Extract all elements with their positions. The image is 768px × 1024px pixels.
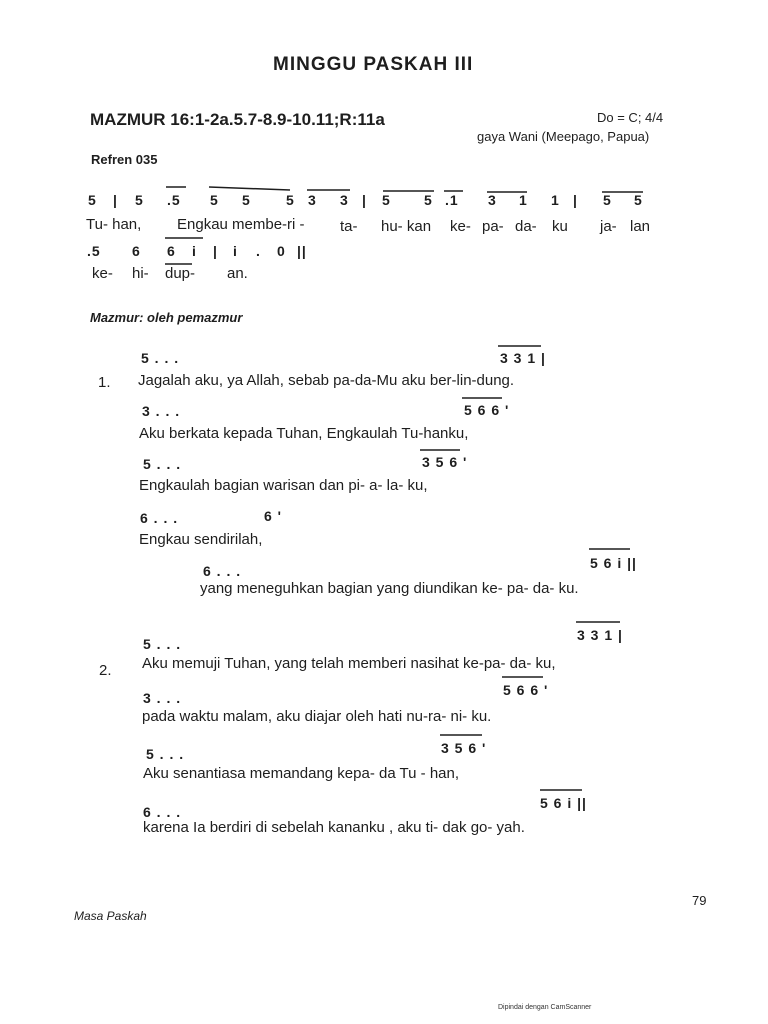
barline: | (113, 192, 118, 208)
lyric-syllable: ke- (92, 265, 113, 282)
verse-text: yang meneguhkan bagian yang diundikan ke- pa- da- ku. (200, 580, 579, 597)
note: .1 (445, 192, 459, 208)
recitation-tone: 6 . . . (203, 563, 242, 579)
verse-text: Jagalah aku, ya Allah, sebab pa-da-Mu aku ber-lin-dung. (138, 372, 515, 389)
note: 5 (88, 192, 97, 208)
recitation-tone: 3 . . . (143, 690, 182, 706)
note: 5 (286, 192, 295, 208)
cadence-notes: 6 ' (264, 508, 283, 524)
cadence-notes: 5 6 6 ' (503, 682, 549, 698)
psalm-reference: MAZMUR 16:1-2a.5.7-8.9-10.11;R:11a (90, 110, 385, 129)
lyric-syllable: hu- kan (381, 218, 432, 235)
note: 1 (519, 192, 528, 208)
lyric-syllable: an. (227, 265, 248, 282)
verse-text: Aku berkata kepada Tuhan, Engkaulah Tu-hanku, (139, 425, 469, 442)
note: .5 (87, 243, 101, 259)
note: 5 (382, 192, 391, 208)
lyric-syllable: ku (552, 218, 568, 235)
lyric-syllable: Engkau membe-ri - (177, 216, 305, 233)
note: i (233, 243, 238, 259)
lyric-syllable: pa- (482, 218, 504, 235)
lyric-syllable: da- (515, 218, 537, 235)
recitation-tone: 5 . . . (143, 456, 182, 472)
double-barline: || (297, 243, 307, 259)
verse-text: pada waktu malam, aku diajar oleh hati nu-ra- ni- ku. (142, 708, 492, 725)
note: 3 (488, 192, 497, 208)
recitation-tone: 3 . . . (142, 403, 181, 419)
style-note: gaya Wani (Meepago, Papua) (477, 129, 650, 144)
cadence-notes: 3 5 6 ' (441, 740, 487, 756)
verse-text: Aku memuji Tuhan, yang telah memberi nasihat ke-pa- da- ku, (142, 655, 556, 672)
recitation-tone: 5 . . . (141, 350, 180, 366)
note: 6 (167, 243, 176, 259)
verse-number: 2. (99, 662, 112, 679)
note: .5 (167, 192, 181, 208)
lyric-syllable: dup- (165, 265, 196, 282)
lyric-syllable: Tu- han, (86, 216, 142, 233)
verse-text: Aku senantiasa memandang kepa- da Tu - han, (143, 765, 460, 782)
note: 5 (424, 192, 433, 208)
note: 1 (551, 192, 560, 208)
cadence-notes: 5 6 6 ' (464, 402, 510, 418)
note: 5 (242, 192, 251, 208)
lyric-syllable: ke- (450, 218, 471, 235)
cadence-notes: 3 3 1 | (577, 627, 623, 643)
mazmur-label: Mazmur: oleh pemazmur (90, 310, 243, 325)
barline: | (213, 243, 218, 259)
note: 0 (277, 243, 286, 259)
recitation-tone: 5 . . . (146, 746, 185, 762)
lyric-syllable: hi- (132, 265, 149, 282)
note: i (192, 243, 197, 259)
note: 5 (135, 192, 144, 208)
note: 5 (210, 192, 219, 208)
cadence-notes: 3 5 6 ' (422, 454, 468, 470)
key-signature: Do = C; 4/4 (597, 110, 664, 125)
cadence-notes: 3 3 1 | (500, 350, 546, 366)
page-number: 79 (692, 893, 707, 908)
note: 6 (132, 243, 141, 259)
cadence-notes: 5 6 i || (540, 795, 587, 811)
footer-section: Masa Paskah (74, 909, 147, 923)
note: 3 (340, 192, 349, 208)
scanner-watermark: Dipindai dengan CamScanner (498, 1004, 592, 1011)
lyric-syllable: lan (630, 218, 651, 235)
note: 3 (308, 192, 317, 208)
barline: | (573, 192, 578, 208)
recitation-tone: 5 . . . (143, 636, 182, 652)
note: 5 (634, 192, 643, 208)
verse-text: Engkau sendirilah, (139, 531, 263, 548)
lyric-syllable: ta- (340, 218, 358, 235)
barline: | (362, 192, 367, 208)
refren-label: Refren 035 (91, 152, 158, 167)
verse-number: 1. (98, 374, 111, 391)
page-title: MINGGU PASKAH III (273, 54, 474, 75)
verse-text: karena Ia berdiri di sebelah kananku , aku ti- dak go- yah. (143, 819, 525, 836)
verse-text: Engkaulah bagian warisan dan pi- a- la- ku, (139, 477, 428, 494)
recitation-tone: 6 . . . (140, 510, 179, 526)
note: 5 (603, 192, 612, 208)
note: . (256, 243, 261, 259)
recitation-tone: 6 . . . (143, 804, 182, 820)
lyric-syllable: ja- (600, 218, 617, 235)
cadence-notes: 5 6 i || (590, 555, 637, 571)
